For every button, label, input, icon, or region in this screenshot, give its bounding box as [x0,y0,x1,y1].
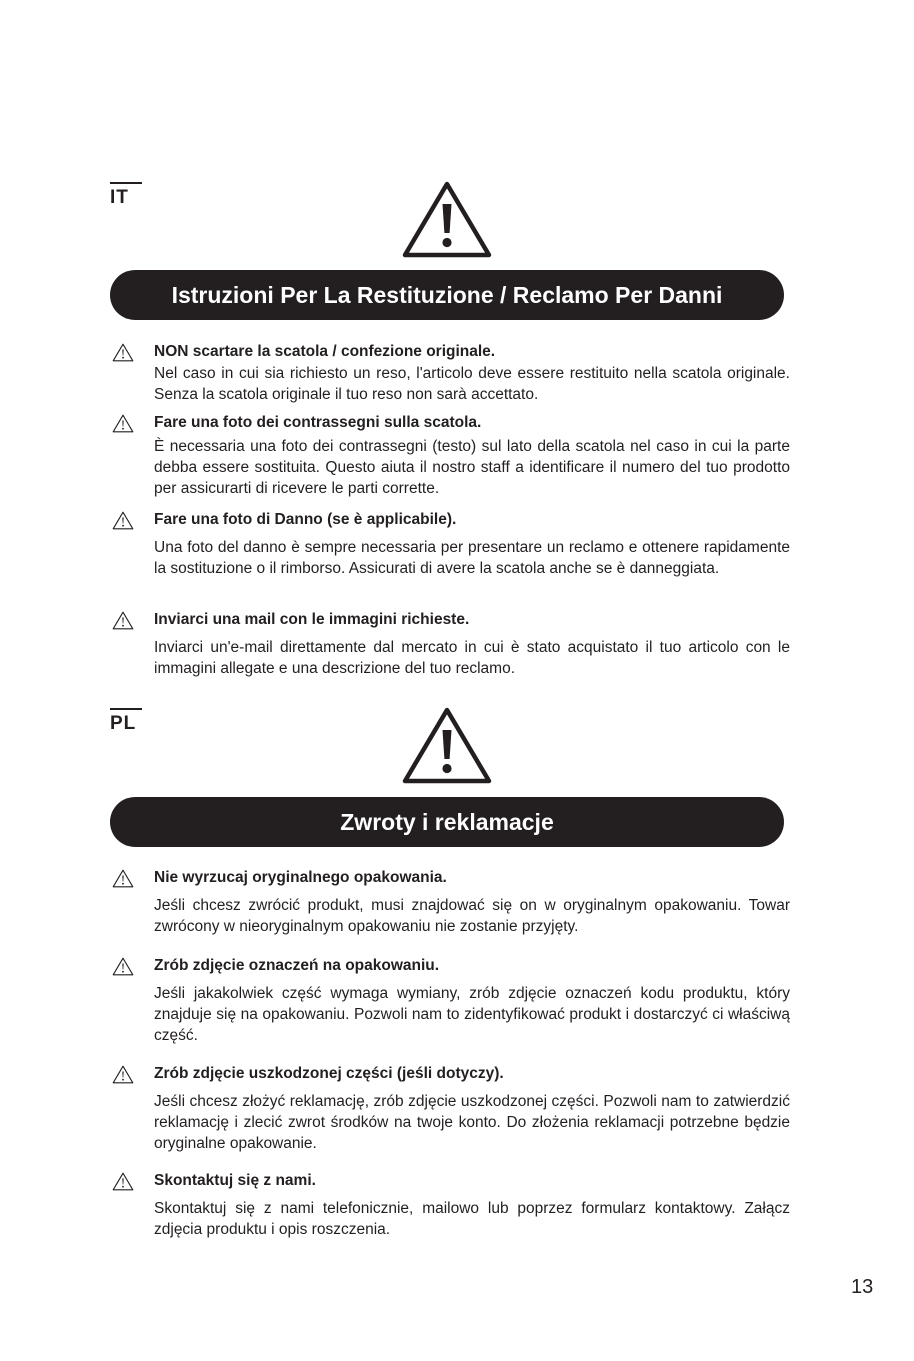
item-heading: Skontaktuj się z nami. [154,1172,316,1189]
item-text: Skontaktuj się z nami telefonicznie, mailowo lub poprzez formularz kontaktowy. Załącz zdjęcia produktu i opis roszczenia. [154,1200,790,1238]
list-item [110,413,790,499]
item-heading: NON scartare la scatola / confezione originale. [154,343,496,360]
item-text: Inviarci un'e-mail direttamente dal mercato in cui è stato acquistato il tuo articolo con le immagini allegate e una descrizione del tuo reclamo. [154,639,790,677]
warning-triangle-icon [112,957,134,976]
warning-triangle-icon [112,869,134,888]
language-code: IT [110,182,142,209]
item-text: Jeśli jakakolwiek część wymaga wymiany, zrób zdjęcie oznaczeń kodu produktu, który znajduje się na opakowaniu. Pozwoli nam to zidentyfikować produkt i dostarczyć ci właściwą część. [154,985,790,1044]
list-item [110,510,790,579]
warning-triangle-icon [402,706,492,784]
section-title-banner [110,270,784,320]
language-code: PL [110,708,142,735]
list-item [110,1064,790,1154]
list-item [110,956,790,1046]
section-title: Istruzioni Per La Restituzione / Reclamo Per Danni [171,281,723,308]
warning-triangle-icon [112,414,134,433]
section-title: Zwroty i reklamacje [340,808,554,835]
list-item [110,1171,790,1240]
warning-triangle-icon [112,611,134,630]
item-heading: Inviarci una mail con le immagini richieste. [154,611,470,628]
warning-triangle-icon [402,180,492,258]
list-item [110,868,790,937]
item-heading: Nie wyrzucaj oryginalnego opakowania. [154,869,447,886]
item-text: Jeśli chcesz zwrócić produkt, musi znajdować się on w oryginalnym opakowaniu. Towar zwrócony w nieoryginalnym opakowaniu nie zostanie przyjęty. [154,897,790,935]
item-text: Una foto del danno è sempre necessaria per presentare un reclamo e ottenere rapidamente la sostituzione o il rimborso. Assicurati di avere la scatola anche se è danneggiata. [154,539,790,577]
item-heading: Zrób zdjęcie oznaczeń na opakowaniu. [154,957,440,974]
warning-triangle-icon [112,343,134,362]
list-item [110,342,790,405]
item-heading: Zrób zdjęcie uszkodzonej części (jeśli dotyczy). [154,1065,504,1082]
item-text: Nel caso in cui sia richiesto un reso, l'articolo deve essere restituito nella scatola originale. Senza la scatola originale il tuo reso non sarà accettato. [154,365,790,403]
item-text: Jeśli chcesz złożyć reklamację, zrób zdjęcie uszkodzonej części. Pozwoli nam to zatwierdzić reklamację i zlecić zwrot środków na twoje konto. Do złożenia reklamacji potrzebne będzie oryginalne opakowanie. [154,1093,790,1152]
warning-triangle-icon [112,511,134,530]
item-text: È necessaria una foto dei contrassegni (testo) sul lato della scatola nel caso in cui la parte debba essere sostituita. Questo aiuta il nostro staff a identificare il numero del tuo prodotto per assicurarti di ricevere le parti corrette. [154,438,790,497]
item-heading: Fare una foto dei contrassegni sulla scatola. [154,414,482,431]
warning-triangle-icon [112,1065,134,1084]
warning-triangle-icon [112,1172,134,1191]
list-item [110,610,790,679]
page-number: 13 [851,1276,874,1298]
section-title-banner [110,797,784,847]
item-heading: Fare una foto di Danno (se è applicabile). [154,511,457,528]
